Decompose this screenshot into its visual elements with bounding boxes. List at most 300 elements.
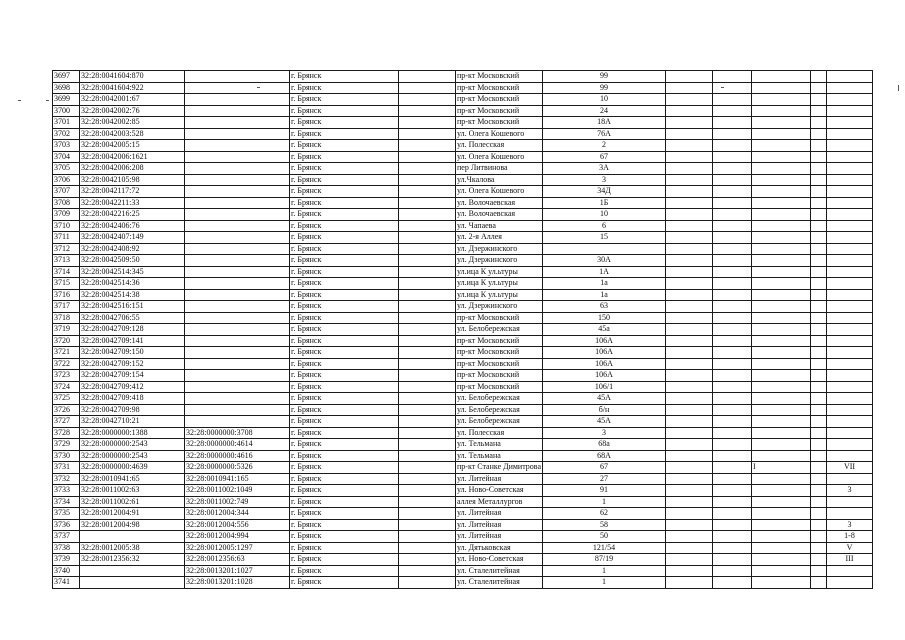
table-cell-col0: 3705 (53, 163, 80, 175)
table-cell-col10 (811, 542, 827, 554)
table-cell-col3: г. Брянск (290, 255, 399, 267)
table-cell-col4 (399, 255, 456, 267)
table-cell-col9 (752, 209, 811, 221)
table-cell-col8 (713, 531, 752, 543)
table-cell-col3: г. Брянск (290, 163, 399, 175)
table-cell-col5: ул.ица К ул.ьтуры (456, 266, 543, 278)
table-cell-col8 (713, 462, 752, 474)
table-cell-col9 (752, 255, 811, 267)
table-cell-col7 (666, 128, 713, 140)
table-cell-col5: ул. Волочаевская (456, 197, 543, 209)
table-cell-col2: 32:28:0013201:1027 (185, 565, 290, 577)
table-cell-col8 (713, 404, 752, 416)
table-row (53, 94, 873, 106)
table-cell-col7 (666, 450, 713, 462)
table-cell-col1: 32:28:0010941:65 (80, 473, 185, 485)
table-cell-col3: г. Брянск (290, 278, 399, 290)
table-cell-col0: 3718 (53, 312, 80, 324)
table-cell-col8 (713, 577, 752, 589)
table-cell-col5: ул. Белобережская (456, 416, 543, 428)
table-cell-col10 (811, 393, 827, 405)
table-cell-col5: пер Литвинова (456, 163, 543, 175)
table-cell-col5: ул. Ново-Советская (456, 554, 543, 566)
table-cell-col7 (666, 220, 713, 232)
table-cell-col2 (185, 255, 290, 267)
table-row (53, 462, 873, 474)
table-cell-col1: 32:28:0012005:38 (80, 542, 185, 554)
table-cell-col10 (811, 174, 827, 186)
scan-speck (46, 100, 49, 101)
table-cell-col4 (399, 577, 456, 589)
table-cell-col4 (399, 370, 456, 382)
table-row (53, 439, 873, 451)
table-row (53, 577, 873, 589)
table-cell-col9 (752, 140, 811, 152)
table-cell-col1: 32:28:0041604:922 (80, 82, 185, 94)
table-cell-col8 (713, 151, 752, 163)
table-cell-col6: 67 (543, 462, 666, 474)
table-cell-col3: г. Брянск (290, 439, 399, 451)
table-cell-col6: 27 (543, 473, 666, 485)
table-cell-col11 (827, 312, 873, 324)
table-cell-col5: ул. Олега Кошевого (456, 128, 543, 140)
table-cell-col9 (752, 381, 811, 393)
table-row (53, 347, 873, 359)
table-cell-col3: г. Брянск (290, 416, 399, 428)
table-cell-col5: ул. Полесская (456, 140, 543, 152)
table-cell-col5: ул. Волочаевская (456, 209, 543, 221)
table-cell-col3: г. Брянск (290, 94, 399, 106)
table-row (53, 82, 873, 94)
table-cell-col5: пр-кт Московский (456, 117, 543, 129)
table-cell-col1: 32:28:0042003:528 (80, 128, 185, 140)
table-cell-col7 (666, 301, 713, 313)
table-cell-col3: г. Брянск (290, 232, 399, 244)
table-cell-col1: 32:28:0042709:150 (80, 347, 185, 359)
table-cell-col2 (185, 358, 290, 370)
table-cell-col9 (752, 266, 811, 278)
table-cell-col7 (666, 462, 713, 474)
table-cell-col6: 2 (543, 140, 666, 152)
table-cell-col0: 3723 (53, 370, 80, 382)
table-cell-col7 (666, 393, 713, 405)
table-cell-col2 (185, 82, 290, 94)
table-cell-col5: пр-кт Московский (456, 347, 543, 359)
table-cell-col11 (827, 186, 873, 198)
table-cell-col11 (827, 209, 873, 221)
table-cell-col6: 1А (543, 266, 666, 278)
table-cell-col10 (811, 531, 827, 543)
table-cell-col3: г. Брянск (290, 450, 399, 462)
table-cell-col2: 32:28:0012004:994 (185, 531, 290, 543)
table-cell-col0: 3738 (53, 542, 80, 554)
table-cell-col6: 24 (543, 105, 666, 117)
table-cell-col10 (811, 554, 827, 566)
table-row (53, 565, 873, 577)
table-row (53, 186, 873, 198)
table-row (53, 255, 873, 267)
table-cell-col3: г. Брянск (290, 381, 399, 393)
table-cell-col10 (811, 117, 827, 129)
scan-speck (18, 100, 21, 101)
table-cell-col0: 3727 (53, 416, 80, 428)
table-cell-col5: ул.ица К ул.ьтуры (456, 289, 543, 301)
table-cell-col1: 32:28:0042709:141 (80, 335, 185, 347)
table-cell-col0: 3728 (53, 427, 80, 439)
table-cell-col4 (399, 151, 456, 163)
table-cell-col6: 1 (543, 496, 666, 508)
table-cell-col10 (811, 450, 827, 462)
table-cell-col2 (185, 232, 290, 244)
table-cell-col0: 3721 (53, 347, 80, 359)
table-cell-col3: г. Брянск (290, 531, 399, 543)
table-cell-col0: 3704 (53, 151, 80, 163)
table-cell-col5: ул. Тельмана (456, 450, 543, 462)
table-cell-col6: 58 (543, 519, 666, 531)
table-cell-col11 (827, 473, 873, 485)
table-cell-col9 (752, 220, 811, 232)
table-cell-col2: 32:28:0011002:1049 (185, 485, 290, 497)
table-cell-col7 (666, 266, 713, 278)
table-cell-col6: 68а (543, 439, 666, 451)
table-cell-col2: 32:28:0010941:165 (185, 473, 290, 485)
table-cell-col6: 150 (543, 312, 666, 324)
table-cell-col2 (185, 163, 290, 175)
table-cell-col4 (399, 186, 456, 198)
table-cell-col2 (185, 128, 290, 140)
table-cell-col8 (713, 278, 752, 290)
table-cell-col0: 3711 (53, 232, 80, 244)
table-cell-col5: пр-кт Московский (456, 71, 543, 83)
table-cell-col7 (666, 404, 713, 416)
table-cell-col2 (185, 105, 290, 117)
table-cell-col8 (713, 370, 752, 382)
table-cell-col8 (713, 542, 752, 554)
table-cell-col3: г. Брянск (290, 174, 399, 186)
table-cell-col10 (811, 163, 827, 175)
table-cell-col9 (752, 117, 811, 129)
table-cell-col8 (713, 347, 752, 359)
table-cell-col2: 32:28:0013201:1028 (185, 577, 290, 589)
table-cell-col1: 32:28:0042002:76 (80, 105, 185, 117)
table-cell-col2 (185, 117, 290, 129)
table-cell-col2 (185, 301, 290, 313)
table-cell-col3: г. Брянск (290, 473, 399, 485)
table-cell-col7 (666, 243, 713, 255)
table-cell-col11 (827, 347, 873, 359)
table-cell-col2 (185, 312, 290, 324)
table-cell-col7 (666, 347, 713, 359)
table-cell-col7 (666, 186, 713, 198)
table-cell-col10 (811, 255, 827, 267)
table-cell-col7 (666, 416, 713, 428)
table-cell-col5: пр-кт Станке Димитрова (457, 462, 542, 472)
table-cell-col1: 32:28:0012004:98 (80, 519, 185, 531)
table-cell-col8 (713, 289, 752, 301)
table-cell-col6: 45А (543, 393, 666, 405)
table-cell-col7 (666, 531, 713, 543)
table-cell-col3: г. Брянск (290, 485, 399, 497)
table-cell-col11: III (827, 554, 873, 566)
table-cell-col0: 3707 (53, 186, 80, 198)
table-cell-col0: 3736 (53, 519, 80, 531)
table-cell-col0: 3703 (53, 140, 80, 152)
table-cell-col3: г. Брянск (290, 347, 399, 359)
table-cell-col5: ул. Дзержинского (456, 243, 543, 255)
table-cell-col1: 32:28:0042216:25 (80, 209, 185, 221)
table-cell-col7 (666, 278, 713, 290)
table-cell-col8 (713, 209, 752, 221)
table-cell-col9 (752, 94, 811, 106)
table-cell-col9 (752, 416, 811, 428)
table-cell-col2: 32:28:0011002:749 (185, 496, 290, 508)
table-cell-col6: 99 (543, 82, 666, 94)
table-row (53, 312, 873, 324)
table-cell-col0: 3722 (53, 358, 80, 370)
table-cell-col11 (827, 577, 873, 589)
table-cell-col10 (811, 209, 827, 221)
table-cell-col3: г. Брянск (290, 554, 399, 566)
table-cell-col0: 3739 (53, 554, 80, 566)
table-cell-col4 (399, 209, 456, 221)
table-cell-col10 (811, 301, 827, 313)
table-cell-col6: 10 (543, 209, 666, 221)
table-cell-col7 (666, 82, 713, 94)
table-cell-col10 (811, 289, 827, 301)
table-cell-col1 (80, 531, 185, 543)
table-cell-col8 (713, 71, 752, 83)
table-cell-col3: г. Брянск (290, 370, 399, 382)
table-cell-col7 (666, 312, 713, 324)
table-cell-col8 (713, 450, 752, 462)
table-row (53, 243, 873, 255)
table-cell-col5: ул. Тельмана (456, 439, 543, 451)
table-cell-col6: 15 (543, 232, 666, 244)
table-cell-col9 (752, 347, 811, 359)
table-cell-col10 (811, 335, 827, 347)
table-cell-col6: 106А (543, 358, 666, 370)
table-cell-col1: 32:28:0042710:21 (80, 416, 185, 428)
table-cell-col3: г. Брянск (290, 186, 399, 198)
table-cell-col1: 32:28:0042005:15 (80, 140, 185, 152)
table-cell-col10 (811, 186, 827, 198)
table-cell-col8 (713, 427, 752, 439)
table-cell-col7 (666, 565, 713, 577)
table-cell-col1: 32:28:0000000:4639 (80, 462, 185, 474)
table-cell-col4 (399, 278, 456, 290)
table-cell-col2: 32:28:0012004:556 (185, 519, 290, 531)
table-cell-col11 (827, 301, 873, 313)
table-cell-col11 (827, 117, 873, 129)
table-cell-col4 (399, 266, 456, 278)
table-cell-col8 (713, 519, 752, 531)
table-cell-col4 (399, 381, 456, 393)
table-cell-col11 (827, 105, 873, 117)
table-cell-col9 (752, 439, 811, 451)
table-cell-col2: 32:28:0000000:4614 (185, 439, 290, 451)
table-cell-col4 (399, 197, 456, 209)
table-cell-col9 (752, 554, 811, 566)
table-cell-col6: 45а (543, 324, 666, 336)
table-cell-col5: ул. Ново-Советская (456, 485, 543, 497)
table-cell-col3: г. Брянск (290, 243, 399, 255)
table-row (53, 335, 873, 347)
table-cell-col6: б/н (543, 404, 666, 416)
table-cell-col11: V (827, 542, 873, 554)
table-cell-col3: г. Брянск (290, 82, 399, 94)
table-cell-col10 (811, 404, 827, 416)
table-cell-col9 (752, 450, 811, 462)
table-cell-col10 (811, 508, 827, 520)
table-cell-col6: 99 (543, 71, 666, 83)
table-cell-col6: 62 (543, 508, 666, 520)
table-row (53, 473, 873, 485)
table-cell-col0: 3730 (53, 450, 80, 462)
table-cell-col1 (80, 565, 185, 577)
table-cell-col4 (399, 243, 456, 255)
table-cell-col9 (752, 82, 811, 94)
table-cell-col3: г. Брянск (290, 519, 399, 531)
table-cell-col1: 32:28:0000000:2543 (80, 450, 185, 462)
table-cell-col11 (827, 220, 873, 232)
table-cell-col9 (752, 404, 811, 416)
table-cell-col3: г. Брянск (290, 197, 399, 209)
table-cell-col5: ул. Олега Кошевого (456, 186, 543, 198)
table-cell-col9 (752, 301, 811, 313)
table-cell-col0: 3710 (53, 220, 80, 232)
table-cell-col9 (752, 542, 811, 554)
table-cell-col1: 32:28:0042709:152 (80, 358, 185, 370)
table-cell-col10 (811, 220, 827, 232)
table-cell-col0: 3712 (53, 243, 80, 255)
table-cell-col5: пр-кт Московский (456, 335, 543, 347)
table-cell-col6: 1Б (543, 197, 666, 209)
table-cell-col0: 3725 (53, 393, 80, 405)
table-row (53, 289, 873, 301)
table-cell-col7 (666, 151, 713, 163)
table-cell-col6: 106А (543, 370, 666, 382)
table-cell-col3: г. Брянск (290, 151, 399, 163)
table-cell-col5: пр-кт Московский (456, 370, 543, 382)
table-cell-col5: ул. Белобережская (456, 393, 543, 405)
table-cell-col11 (827, 71, 873, 83)
table-cell-col10 (811, 577, 827, 589)
table-cell-col1: 32:28:0000000:2543 (80, 439, 185, 451)
table-cell-col1: 32:28:0011002:61 (80, 496, 185, 508)
table-cell-col4 (399, 485, 456, 497)
table-cell-col0: 3720 (53, 335, 80, 347)
table-cell-col10 (811, 439, 827, 451)
table-cell-col6: 30А (543, 255, 666, 267)
table-cell-col0: 3741 (53, 577, 80, 589)
table-cell-col4 (399, 496, 456, 508)
table-cell-col3: г. Брянск (290, 542, 399, 554)
table-cell-col6 (543, 243, 666, 255)
table-cell-col11 (827, 416, 873, 428)
table-cell-col1: 32:28:0042514:345 (80, 266, 185, 278)
table-cell-col4 (399, 439, 456, 451)
table-cell-col9 (752, 312, 811, 324)
table-cell-col7 (666, 554, 713, 566)
table-cell-col5: пр-кт Московский (456, 312, 543, 324)
table-cell-col7 (666, 117, 713, 129)
table-cell-col0: 3699 (53, 94, 80, 106)
table-cell-col0: 3734 (53, 496, 80, 508)
table-cell-col11 (827, 335, 873, 347)
table-cell-col8 (713, 324, 752, 336)
table-cell-col8 (713, 232, 752, 244)
table-cell-col2 (185, 209, 290, 221)
table-cell-col1: 32:28:0042006:1621 (80, 151, 185, 163)
table-cell-col1: 32:28:0042516:151 (80, 301, 185, 313)
table-cell-col5: ул. Литейная (456, 519, 543, 531)
table-cell-col10 (811, 416, 827, 428)
table-cell-col11 (827, 243, 873, 255)
table-cell-col3: г. Брянск (290, 71, 399, 83)
table-cell-col7 (666, 71, 713, 83)
table-cell-col2: 32:28:0000000:5326 (185, 462, 290, 474)
table-cell-col4 (399, 335, 456, 347)
table-row (53, 174, 873, 186)
table-cell-col2 (185, 324, 290, 336)
table-cell-col1: 32:28:0042006:208 (80, 163, 185, 175)
table-cell-col1: 32:28:0012004:91 (80, 508, 185, 520)
table-cell-col11 (827, 94, 873, 106)
table-cell-col9 (752, 370, 811, 382)
table-cell-col10 (811, 381, 827, 393)
table-cell-col1: 32:28:0011002:63 (80, 485, 185, 497)
table-row (53, 117, 873, 129)
table-cell-col1: 32:28:0042211:33 (80, 197, 185, 209)
table-cell-col7 (666, 439, 713, 451)
table-cell-col6: 106А (543, 335, 666, 347)
table-cell-col7 (666, 255, 713, 267)
table-cell-col5: ул. Белобережская (456, 324, 543, 336)
table-cell-col2 (185, 220, 290, 232)
table-cell-col8 (713, 301, 752, 313)
table-cell-col6: 18А (543, 117, 666, 129)
table-cell-col6: 50 (543, 531, 666, 543)
table-cell-col8 (713, 128, 752, 140)
table-cell-col4 (399, 531, 456, 543)
table-cell-col0: 3729 (53, 439, 80, 451)
table-cell-col1: 32:28:0041604:870 (80, 71, 185, 83)
table-cell-col10 (811, 324, 827, 336)
table-cell-col10 (811, 151, 827, 163)
table-cell-col11 (827, 427, 873, 439)
table-cell-col2 (185, 278, 290, 290)
table-cell-col8 (713, 312, 752, 324)
table-cell-col1: 32:28:0042001:67 (80, 94, 185, 106)
table-cell-col3: г. Брянск (290, 404, 399, 416)
table-cell-col10 (811, 496, 827, 508)
table-row (53, 508, 873, 520)
table-cell-col8 (713, 508, 752, 520)
table-cell-col2 (185, 335, 290, 347)
table-cell-col3: г. Брянск (290, 140, 399, 152)
table-cell-col10 (811, 197, 827, 209)
table-cell-col3: г. Брянск (290, 301, 399, 313)
table-cell-col11 (827, 174, 873, 186)
table-cell-col4 (399, 393, 456, 405)
table-cell-col0: 3698 (53, 82, 80, 94)
table-cell-col4 (399, 416, 456, 428)
table-cell-col4 (399, 358, 456, 370)
table-cell-col4 (399, 450, 456, 462)
table-cell-col2: 32:28:0012356:63 (185, 554, 290, 566)
table-cell-col4 (399, 301, 456, 313)
table-cell-col11 (827, 381, 873, 393)
